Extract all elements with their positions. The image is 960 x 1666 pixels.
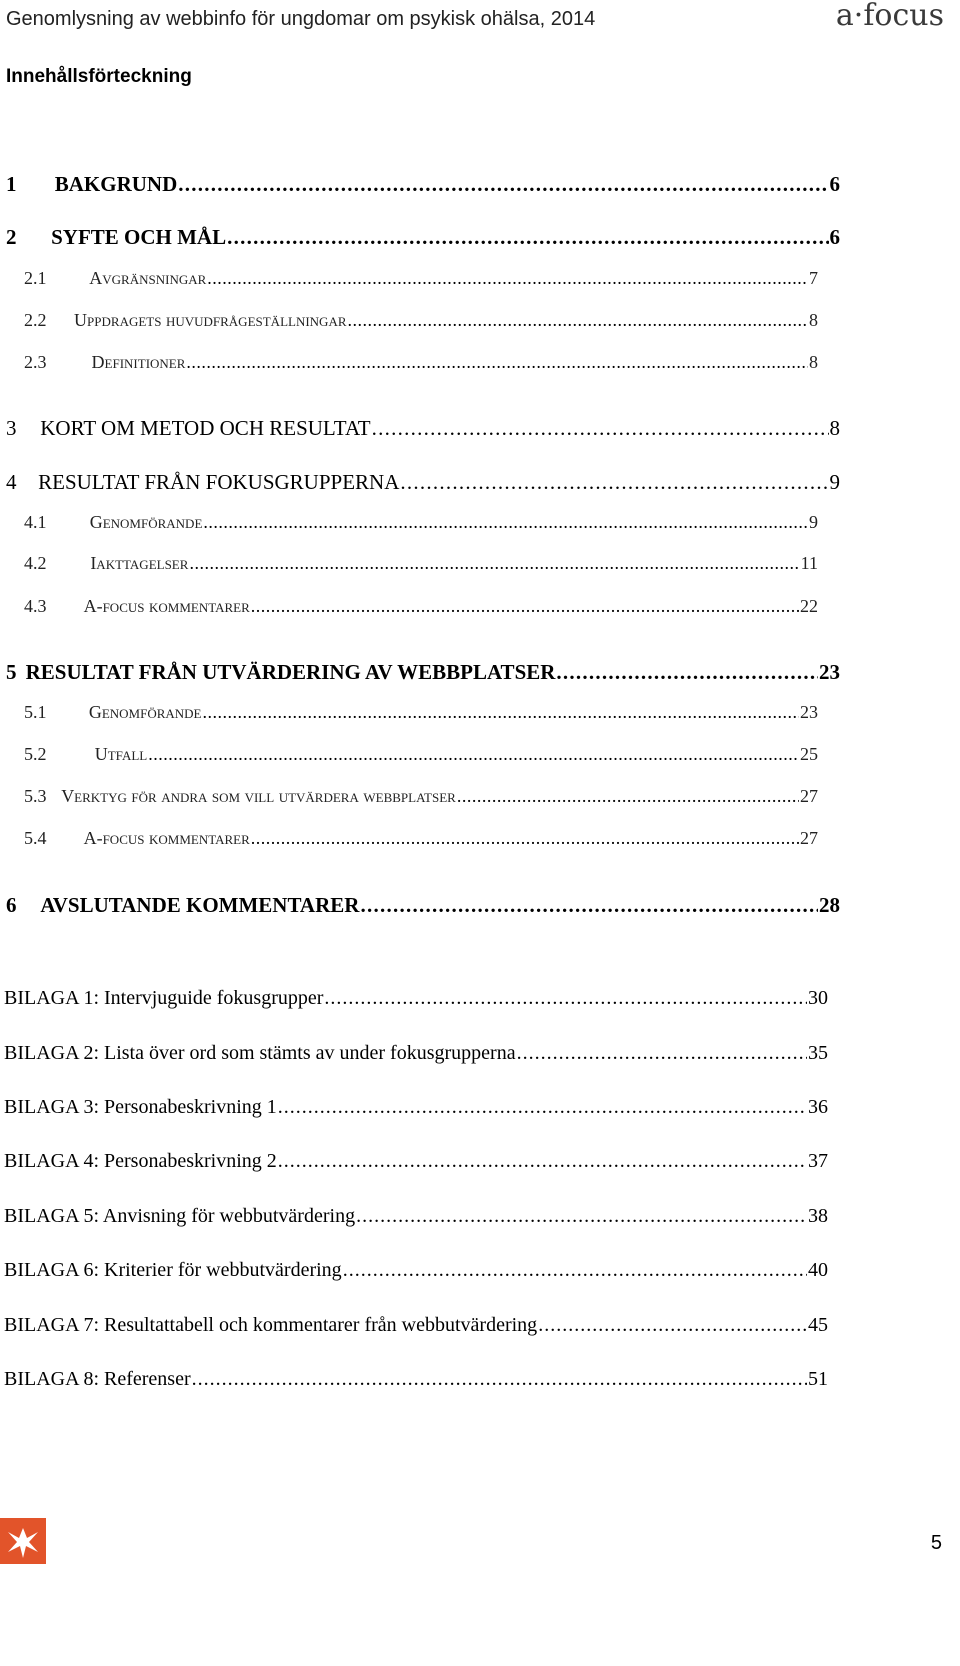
toc-entry-page: 7: [809, 268, 818, 288]
toc-appendix[interactable]: [4, 1042, 828, 1065]
toc-entry-title: RESULTAT FRÅN FOKUSGRUPPERNA: [38, 470, 400, 494]
dot-leader: [278, 1096, 807, 1119]
toc-heading: Innehållsförteckning: [6, 66, 192, 87]
dot-leader: [251, 596, 799, 617]
dot-leader: [400, 470, 828, 495]
toc-entry-page: 6: [829, 225, 840, 249]
toc-appendix[interactable]: [4, 1150, 828, 1173]
dot-leader: [538, 1314, 807, 1337]
dot-leader: [189, 553, 799, 574]
toc-entry-number: 5.3: [24, 786, 47, 806]
appendix-title: BILAGA 2: Lista över ord som stämts av under fokusgrupperna: [4, 1042, 516, 1064]
a-focus-logo: a·focus: [835, 0, 944, 33]
toc-subentry[interactable]: [24, 702, 818, 723]
toc-entry[interactable]: [6, 893, 840, 918]
dot-leader: [457, 786, 799, 807]
toc-subentry[interactable]: [24, 744, 818, 765]
toc-entry-title: Genomförande: [89, 512, 203, 532]
toc-entry-number: 5: [6, 660, 17, 684]
toc-entry-title: Avgränsningar: [89, 268, 207, 288]
toc-appendix[interactable]: [4, 987, 828, 1010]
dot-leader: [227, 225, 828, 250]
appendix-page: 38: [808, 1205, 828, 1227]
toc-subentry[interactable]: [24, 310, 818, 331]
toc-entry-number: 4.1: [24, 512, 47, 532]
dot-leader: [251, 828, 799, 849]
toc-entry-page: 11: [800, 553, 818, 573]
dot-leader: [556, 660, 818, 685]
document-header-title: Genomlysning av webbinfo för ungdomar om psykisk ohälsa, 2014: [6, 8, 596, 30]
appendix-page: 35: [808, 1042, 828, 1064]
toc-entry-number: 2: [6, 225, 17, 249]
toc-entry-number: 1: [6, 172, 17, 196]
toc-appendix[interactable]: [4, 1096, 828, 1119]
toc-appendix[interactable]: [4, 1368, 828, 1391]
dot-leader: [348, 310, 808, 331]
toc-entry-title: Verktyg för andra som vill utvärdera webbplatser: [61, 786, 456, 806]
toc-entry-page: 8: [829, 416, 840, 440]
toc-entry-page: 8: [809, 352, 818, 372]
toc-entry-title: Iakttagelser: [90, 553, 189, 573]
toc-entry-page: 8: [809, 310, 818, 330]
dot-leader: [186, 352, 808, 373]
dot-leader: [360, 893, 818, 918]
appendix-title: BILAGA 1: Intervjuguide fokusgrupper: [4, 987, 324, 1009]
toc-entry-number: 5.2: [24, 744, 47, 764]
toc-subentry[interactable]: [24, 828, 818, 849]
toc-entry[interactable]: [6, 660, 840, 685]
toc-appendix[interactable]: [4, 1314, 828, 1337]
toc-entry[interactable]: [6, 172, 840, 197]
toc-entry-number: 2.1: [24, 268, 47, 288]
appendix-title: BILAGA 7: Resultattabell och kommentarer från webbutvärdering: [4, 1314, 538, 1336]
dot-leader: [324, 987, 807, 1010]
toc-entry-number: 2.3: [24, 352, 47, 372]
dot-leader: [278, 1150, 807, 1173]
toc-entry-title: Definitioner: [91, 352, 186, 372]
toc-entry[interactable]: [6, 470, 840, 495]
toc-entry-page: 27: [800, 786, 818, 806]
toc-appendix[interactable]: [4, 1205, 828, 1228]
toc-entry-number: 6: [6, 893, 17, 917]
toc-entry-page: 22: [800, 596, 818, 616]
toc-entry-number: 4: [6, 470, 17, 494]
toc-entry-title: BAKGRUND: [54, 172, 178, 196]
dot-leader: [517, 1042, 807, 1065]
appendix-title: BILAGA 4: Personabeskrivning 2: [4, 1150, 277, 1172]
toc-entry-title: KORT OM METOD OCH RESULTAT: [40, 416, 371, 440]
appendix-page: 45: [808, 1314, 828, 1336]
toc-entry[interactable]: [6, 416, 840, 441]
toc-entry-page: 9: [829, 470, 840, 494]
dot-leader: [356, 1205, 807, 1228]
appendix-title: BILAGA 3: Personabeskrivning 1: [4, 1096, 277, 1118]
toc-entry-title: Utfall: [94, 744, 148, 764]
toc-entry-number: 4.2: [24, 553, 47, 573]
toc-entry-title: Uppdragets huvudfrågeställningar: [74, 310, 347, 330]
toc-appendix[interactable]: [4, 1259, 828, 1282]
dot-leader: [148, 744, 799, 765]
toc-subentry[interactable]: [24, 268, 818, 289]
dot-leader: [192, 1368, 807, 1391]
toc-entry-number: 5.1: [24, 702, 47, 722]
toc-entry-title: Genomförande: [88, 702, 202, 722]
toc-entry-title: A-focus kommentarer: [83, 596, 250, 616]
toc-entry-page: 6: [829, 172, 840, 196]
toc-entry-page: 9: [809, 512, 818, 532]
toc-entry-page: 23: [819, 660, 840, 684]
toc-entry-number: 4.3: [24, 596, 47, 616]
toc-entry-page: 28: [819, 893, 840, 917]
appendix-title: BILAGA 8: Referenser: [4, 1368, 191, 1390]
dot-leader: [203, 512, 808, 533]
toc-entry-title: AVSLUTANDE KOMMENTARER: [40, 893, 360, 917]
toc-entry-page: 25: [800, 744, 818, 764]
toc-entry-page: 27: [800, 828, 818, 848]
appendix-page: 37: [808, 1150, 828, 1172]
toc-entry-title: SYFTE OCH MÅL: [51, 225, 227, 249]
toc-subentry[interactable]: [24, 352, 818, 373]
toc-entry-number: 2.2: [24, 310, 47, 330]
appendix-page: 40: [808, 1259, 828, 1281]
toc-subentry[interactable]: [24, 553, 818, 574]
toc-entry-number: 3: [6, 416, 17, 440]
dot-leader: [203, 702, 800, 723]
toc-entry-page: 23: [800, 702, 818, 722]
dot-leader: [343, 1259, 807, 1282]
toc-subentry[interactable]: [24, 596, 818, 617]
appendix-title: BILAGA 6: Kriterier för webbutvärdering: [4, 1259, 342, 1281]
appendix-page: 30: [808, 987, 828, 1009]
footer-logo-icon: [0, 1518, 46, 1564]
toc-entry-title: RESULTAT FRÅN UTVÄRDERING AV WEBBPLATSER: [25, 660, 556, 684]
toc-entry[interactable]: [6, 225, 840, 250]
page-number: 5: [930, 1532, 942, 1554]
toc-entry-title: A-focus kommentarer: [83, 828, 250, 848]
appendix-page: 51: [808, 1368, 828, 1390]
dot-leader: [178, 172, 828, 197]
toc-subentry[interactable]: [24, 512, 818, 533]
dot-leader: [207, 268, 808, 289]
appendix-page: 36: [808, 1096, 828, 1118]
toc-subentry[interactable]: [24, 786, 818, 807]
appendix-title: BILAGA 5: Anvisning för webbutvärdering: [4, 1205, 356, 1227]
toc-entry-number: 5.4: [24, 828, 47, 848]
dot-leader: [372, 416, 829, 441]
